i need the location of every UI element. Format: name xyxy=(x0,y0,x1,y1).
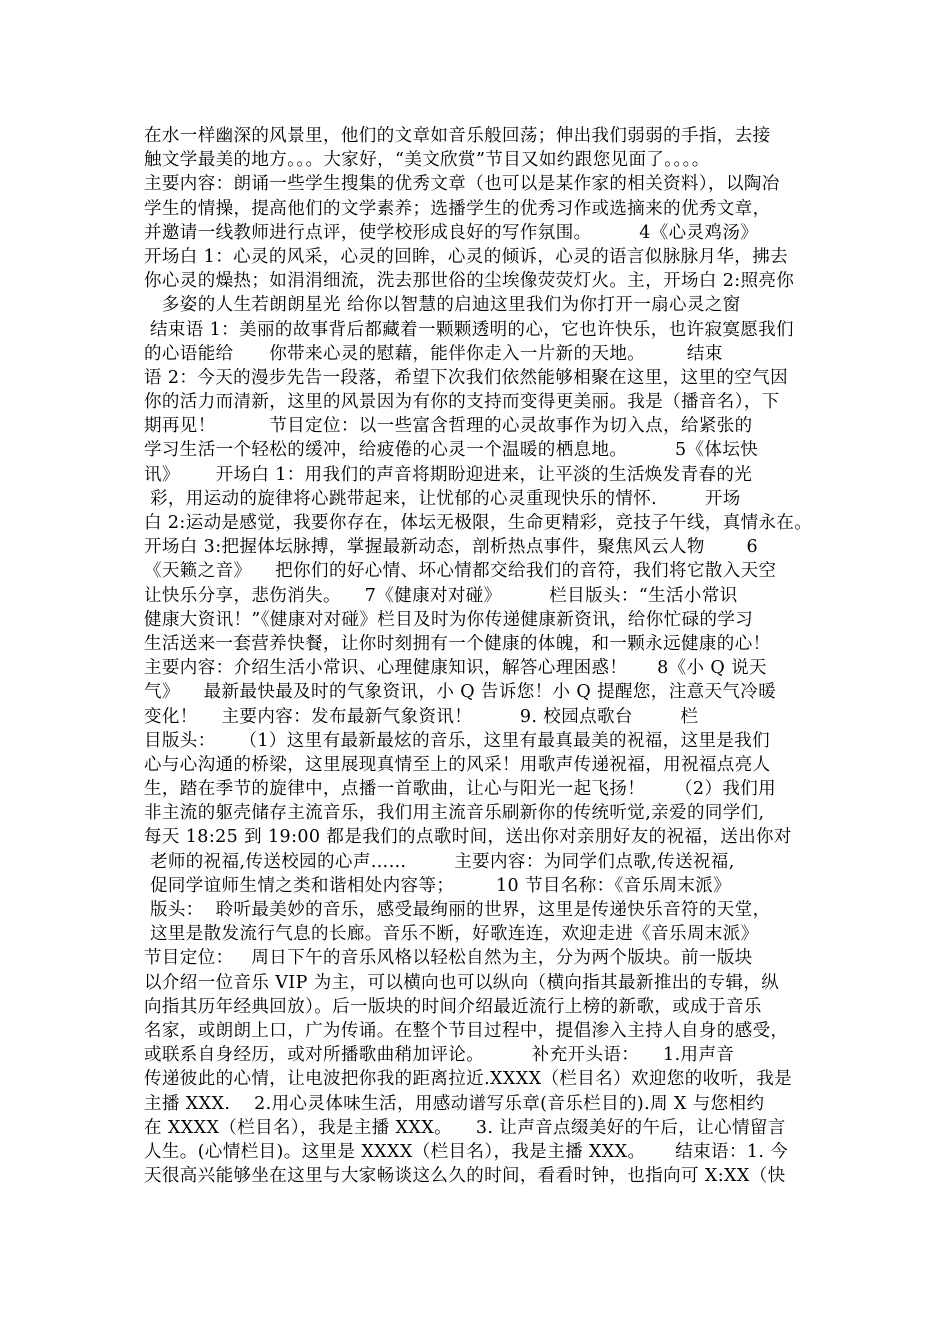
text-line: 白 2:运动是感觉，我要你存在，体坛无极限，生命更精彩，竞技子午线，真情永在。 xyxy=(144,513,813,533)
text-line: 开场白 1：心灵的风采，心灵的回眸，心灵的倾诉，心灵的语言似脉脉月华，拂去 xyxy=(144,246,788,267)
text-line: 生活送来一套营养快餐，让你时刻拥有一个健康的体魄，和一颗永远健康的心！ xyxy=(144,633,771,654)
text-line: 的心语能给 你带来心灵的慰藉，能伴你走入一片新的天地。 结束 xyxy=(144,343,723,364)
text-line: 传递彼此的心情，让电波把你我的距离拉近.XXXX（栏目名）欢迎您的收听，我是 xyxy=(144,1069,793,1090)
text-line: 学习生活一个轻松的缓冲，给疲倦的心灵一个温暖的栖息地。 5《体坛快 xyxy=(144,440,759,461)
text-line: 老师的祝福,传送校园的心声…… 主要内容：为同学们点歌,传送祝福, xyxy=(144,851,735,872)
text-line: 健康大资讯！”《健康对对碰》栏目及时为你传递健康新资讯，给你忙碌的学习 xyxy=(144,609,754,630)
text-line: 名家，或朗朗上口，广为传诵。在整个节目过程中，提倡渗入主持人自身的感受， xyxy=(144,1020,789,1041)
text-line: 心与心沟通的桥梁，这里展现真情至上的风采！用歌声传递祝福，用祝福点亮人 xyxy=(144,754,771,775)
text-line: 人生。(心情栏目)。这里是 XXXX（栏目名），我是主播 XXX。 结束语：1. 今 xyxy=(144,1141,789,1162)
text-line: 版头： 聆听最美妙的音乐，感受最绚丽的世界，这里是传递快乐音符的天堂， xyxy=(144,900,771,920)
text-line: 开场白 3:把握体坛脉搏，掌握最新动态，剖析热点事件，聚焦风云人物 6 xyxy=(144,537,759,558)
text-line: 结束语 1：美丽的故事背后都藏着一颗颗透明的心，它也许快乐，也许寂寞愿我们 xyxy=(144,319,794,340)
text-line: 或联系自身经历，或对所播歌曲稍加评论。 补充开头语： 1.用声音 xyxy=(144,1045,735,1066)
text-line: 《天籁之音》 把你们的好心情、坏心情都交给我们的音符，我们将它散入天空 xyxy=(144,561,777,582)
text-line: 主要内容：朗诵一些学生搜集的优秀文章（也可以是某作家的相关资料），以陶冶 xyxy=(144,174,780,195)
text-line: 彩，用运动的旋律将心跳带起来，让忧郁的心灵重现快乐的情怀. 开场 xyxy=(144,488,741,509)
text-line: 并邀请一线教师进行点评，使学校形成良好的写作氛围。 4《心灵鸡汤》 xyxy=(144,222,759,243)
text-line: 讯》 开场白 1：用我们的声音将期盼迎进来，让平淡的生活焕发青春的光 xyxy=(144,464,753,485)
text-line: 主播 XXX. 2.用心灵体味生活，用感动谱写乐章(音乐栏目的).周 X 与您相约 xyxy=(144,1093,765,1114)
document-body-text xyxy=(144,124,813,1188)
text-line: 以介绍一位音乐 VIP 为主，可以横向也可以纵向（横向指其最新推出的专辑，纵 xyxy=(144,972,780,993)
text-line: 向指其历年经典回放）。后一版块的时间介绍最近流行上榜的新歌，或成于音乐 xyxy=(144,996,762,1017)
text-line: 非主流的躯壳储存主流音乐，我们用主流音乐刷新你的传统听觉,亲爱的同学们, xyxy=(144,803,765,824)
text-line: 在水一样幽深的风景里，他们的文章如音乐般回荡；伸出我们弱弱的手指，去接 xyxy=(144,126,771,146)
text-line: 天很高兴能够坐在这里与大家畅谈这么久的时间，看看时钟，也指向可 X:XX（快 xyxy=(144,1166,786,1187)
text-line: 变化！ 主要内容：发布最新气象资讯！ 9. 校园点歌台 栏 xyxy=(144,706,699,727)
text-line: 生，踏在季节的旋律中，点播一首歌曲，让心与阳光一起飞扬！ （2）我们用 xyxy=(144,779,777,800)
text-line: 每天 18:25 到 19:00 都是我们的点歌时间，送出你对亲朋好友的祝福，送出你对 xyxy=(144,827,792,848)
text-line: 你心灵的燥热；如涓涓细流，洗去那世俗的尘埃像荧荧灯火。主，开场白 2:照亮你 xyxy=(144,271,795,292)
text-line: 目版头： （1）这里有最新最炫的音乐，这里有最真最美的祝福，这里是我们 xyxy=(144,730,771,751)
text-line: 节目定位： 周日下午的音乐风格以轻松自然为主，分为两个版块。前一版块 xyxy=(144,948,753,969)
text-line: 促同学谊师生情之类和谐相处内容等； 10 节目名称：《音乐周末派》 xyxy=(144,875,732,896)
text-line: 期再见！ 节目定位：以一些富含哲理的心灵故事作为切入点，给紧张的 xyxy=(144,416,753,437)
text-line: 语 2：今天的漫步先告一段落，希望下次我们依然能够相聚在这里，这里的空气因 xyxy=(144,367,788,388)
text-line: 主要内容：介绍生活小常识、心理健康知识，解答心理困惑！ 8《小 Q 说天 xyxy=(144,658,767,679)
text-line: 你的活力而清新，这里的风景因为有你的支持而变得更美丽。我是（播音名），下 xyxy=(144,392,780,413)
text-line: 让快乐分享，悲伤消失。 7《健康对对碰》 栏目版头：“生活小常识 xyxy=(144,585,738,606)
text-line: 学生的情操，提高他们的文学素养；选播学生的优秀习作或选摘来的优秀文章， xyxy=(144,198,771,219)
text-line: 触文学最美的地方。。。大家好，“美文欣赏”节目又如约跟您见面了。。。。 xyxy=(144,150,710,171)
text-line: 多姿的人生若朗朗星光 给你以智慧的启迪这里我们为你打开一扇心灵之窗 xyxy=(144,295,741,316)
text-line: 气》 最新最快最及时的气象资讯，小 Q 告诉您！小 Q 提醒您，注意天气冷暖 xyxy=(144,682,777,703)
text-line: 在 XXXX（栏目名），我是主播 XXX。 3. 让声音点缀美好的午后，让心情留言 xyxy=(144,1117,786,1138)
text-line: 这里是散发流行气息的长廊。音乐不断，好歌连连，欢迎走进《音乐周末派》 xyxy=(144,924,759,945)
